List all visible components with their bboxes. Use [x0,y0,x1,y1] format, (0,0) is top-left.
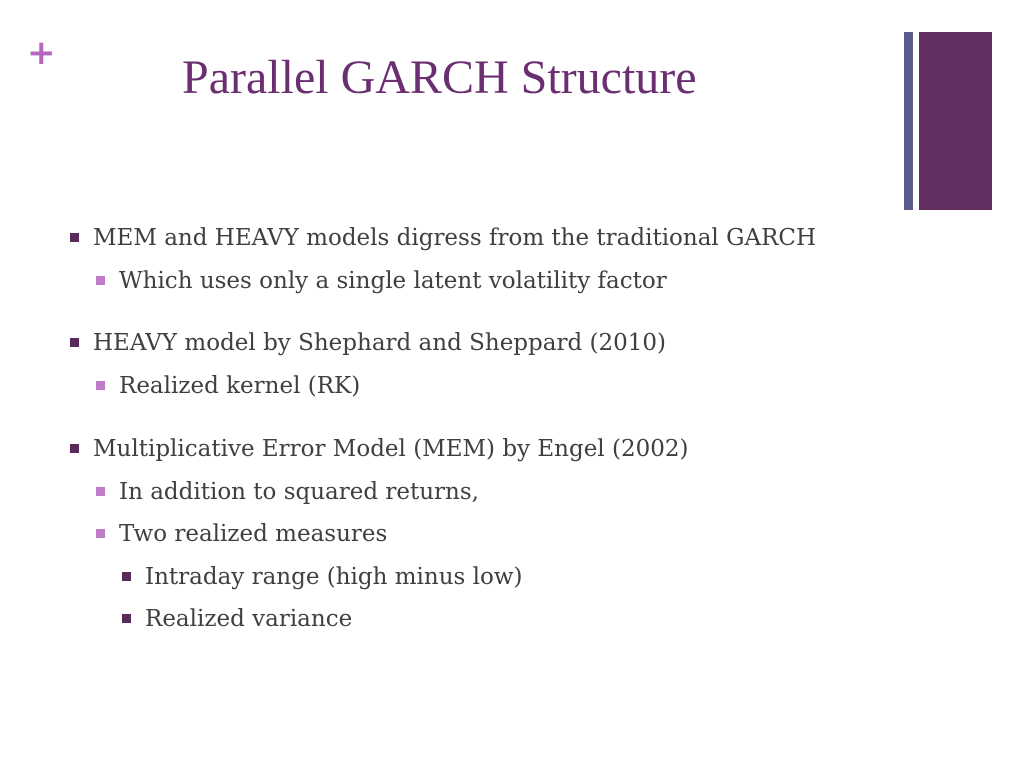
bullet-text: Intraday range (high minus low) [145,564,523,590]
square-bullet-icon [122,572,131,581]
plus-decoration: + [27,33,56,73]
bullet-item [70,223,816,253]
slide-title: Parallel GARCH Structure [182,51,697,104]
bullet-item [70,434,688,464]
accent-bar-thin [904,32,913,210]
bullet-item [70,328,666,358]
accent-bar-thick [919,32,992,210]
square-bullet-icon [96,381,105,390]
square-bullet-icon [70,338,79,347]
bullet-text: Which uses only a single latent volatility factor [119,268,667,294]
square-bullet-icon [70,444,79,453]
bullet-item [96,266,667,296]
square-bullet-icon [96,487,105,496]
bullet-text: Multiplicative Error Model (MEM) by Engel (2002) [93,436,689,462]
bullet-item [122,604,352,634]
bullet-text: MEM and HEAVY models digress from the traditional GARCH [93,225,817,251]
bullet-item [96,371,360,401]
bullet-text: Realized kernel (RK) [119,373,361,399]
square-bullet-icon [96,276,105,285]
square-bullet-icon [122,614,131,623]
bullet-item [96,477,479,507]
square-bullet-icon [96,529,105,538]
bullet-text: HEAVY model by Shephard and Sheppard (2010) [93,330,666,356]
bullet-text: In addition to squared returns, [119,479,479,505]
bullet-item [96,519,387,549]
bullet-text: Realized variance [145,606,353,632]
bullet-item [122,562,523,592]
bullet-text: Two realized measures [119,521,388,547]
square-bullet-icon [70,233,79,242]
